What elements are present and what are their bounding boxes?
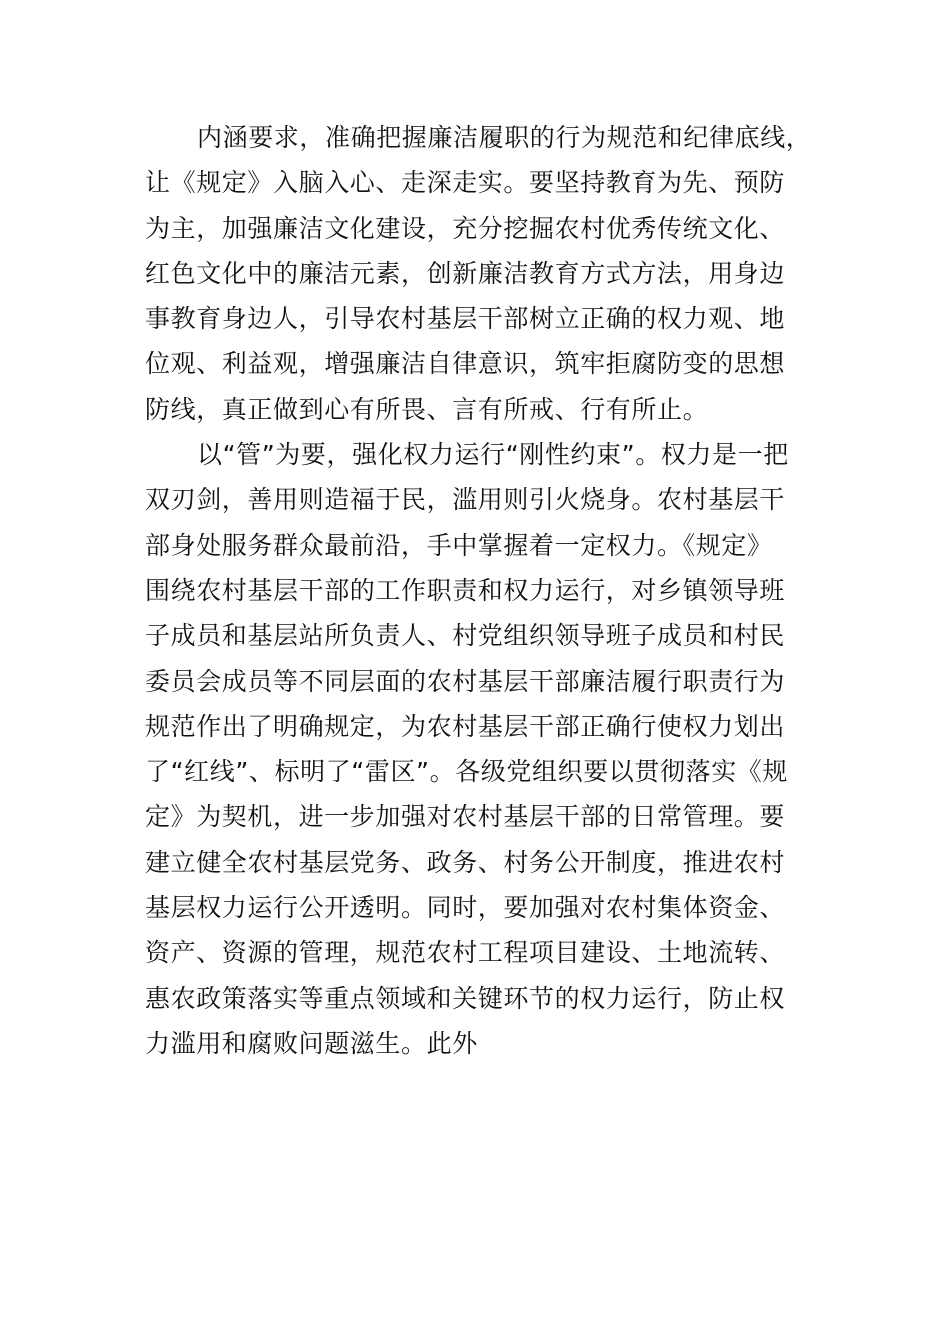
text-line: 规范作出了明确规定，为农村基层干部正确行使权力划出 [145,711,786,741]
text-line: 事教育身边人，引导农村基层干部树立正确的权力观、地 [145,304,786,334]
text-line: 让《规定》入脑入心、走深走实。要坚持教育为先、预防 [145,168,786,198]
text-line: 内涵要求，准确把握廉洁履职的行为规范和纪律底线， [197,123,812,152]
text-line: 委员会成员等不同层面的农村基层干部廉洁履行职责行为 [145,666,786,696]
text-line: 了“红线”、标明了“雷区”。各级党组织要以贯彻落实《规 [145,757,789,787]
text-line: 围绕农村基层干部的工作职责和权力运行，对乡镇领导班 [145,575,786,605]
text-line: 双刃剑，善用则造福于民，滥用则引火烧身。农村基层干 [145,485,786,515]
text-line: 子成员和基层站所负责人、村党组织领导班子成员和村民 [145,621,786,651]
text-line: 定》为契机，进一步加强对农村基层干部的日常管理。要 [145,802,786,832]
text-line: 力滥用和腐败问题滋生。此外 [145,1028,478,1058]
body-text [145,115,835,1066]
text-line: 防线，真正做到心有所畏、言有所戒、行有所止。 [145,394,709,424]
text-line: 基层权力运行公开透明。同时，要加强对农村集体资金、 [145,893,786,923]
text-line: 以“管”为要，强化权力运行“刚性约束”。权力是一把 [197,440,789,470]
text-line: 位观、利益观，增强廉洁自律意识，筑牢拒腐防变的思想 [145,349,786,379]
text-line: 部身处服务群众最前沿，手中掌握着一定权力。《规定》 [145,530,773,560]
text-line: 红色文化中的廉洁元素，创新廉洁教育方式方法，用身边 [145,258,786,288]
text-line: 为主，加强廉洁文化建设，充分挖掘农村优秀传统文化、 [145,213,786,243]
text-line: 建立健全农村基层党务、政务、村务公开制度，推进农村 [145,847,786,877]
text-line: 资产、资源的管理，规范农村工程项目建设、土地流转、 [145,938,786,968]
text-line: 惠农政策落实等重点领域和关键环节的权力运行，防止权 [145,983,786,1013]
